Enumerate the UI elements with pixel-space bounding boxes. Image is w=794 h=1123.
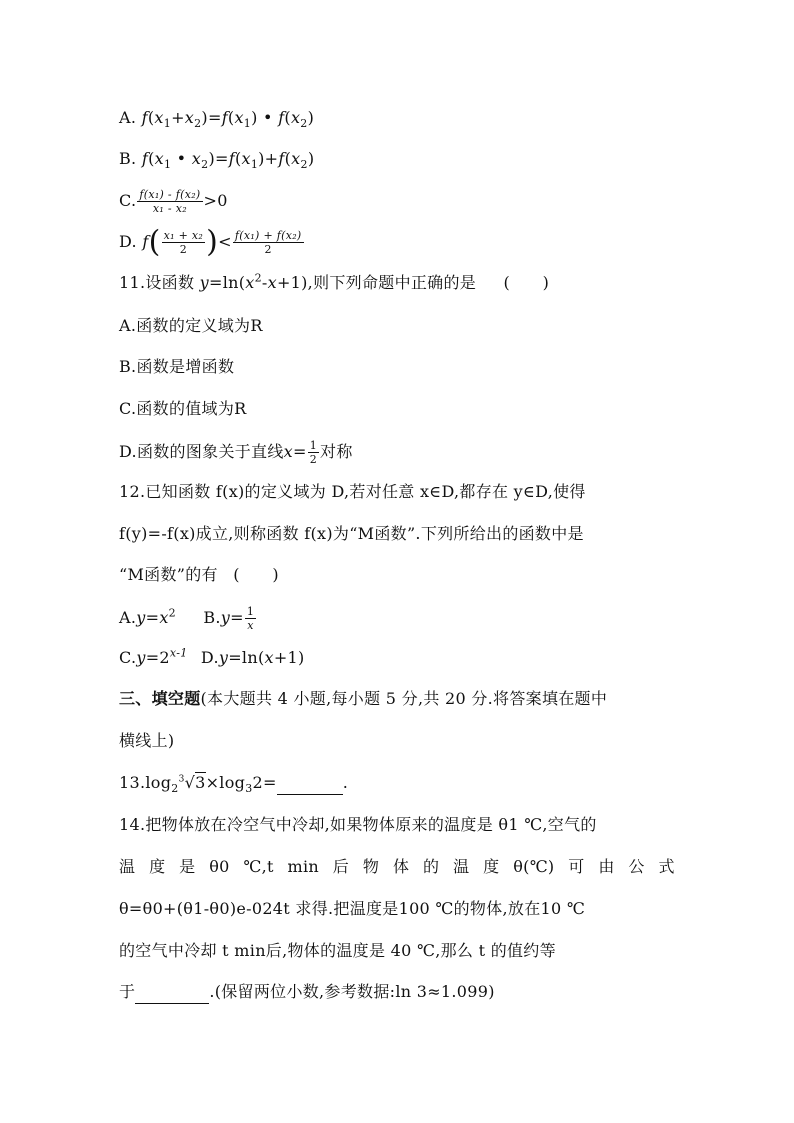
q12-options-cd [119, 647, 305, 669]
q14-line4: 的空气中冷却 t min后,物体的温度是 40 ℃,那么 t 的值约等 [119, 941, 556, 960]
q10-option-b: B. $f(x_1$ • $x_2)=f(x_1)+f(x_2)$ [119, 149, 315, 172]
q12-option-a: $A.y=x^2$ [119, 606, 176, 627]
answer-blank[interactable] [135, 981, 209, 1004]
q12-options-ab [119, 605, 257, 632]
fraction: $\frac{1}{2}$ [309, 439, 318, 466]
q14-line2-word: 体 [392, 857, 410, 876]
q11-option-d: D.函数的图象关于直线x= $\frac{1}{2}$ 对称 [119, 439, 353, 466]
q11-option-b: B.函数是增函数 [119, 357, 235, 376]
answer-blank[interactable] [277, 772, 343, 795]
q12-option-c: $C.y=2^{x-1}$ [119, 646, 188, 667]
option-label: D. [119, 232, 137, 251]
q12-option-b: B.y= $\frac{1}{x}$ [203, 605, 255, 632]
q14-line2-word: ℃,t [243, 857, 274, 876]
section-description: (本大题共 4 小题,每小题 5 分,共 20 分.将答案填在题中 [200, 689, 608, 708]
q14-line2-word: 可 [568, 857, 585, 876]
q10-option-a: A. $f(x_1+x_2)=f(x_1)$ • $f(x_2)$ [119, 108, 315, 131]
answer-paren: ( ) [503, 273, 550, 292]
q14-line2-word: 温 [453, 857, 470, 876]
section-heading [119, 688, 607, 710]
fraction: $\frac{\text{x₁ + x₂}}{2}$ [163, 229, 204, 256]
fraction: $\frac{\text{f(x₁) + f(x₂)}}{2}$ [234, 229, 302, 256]
q14-line2-word: 由 [598, 857, 615, 876]
q10-option-c: C. $\frac{\text{f(x₁) - f(x₂)}}{\text{x₁ - x₂}}$ >0 [119, 188, 228, 215]
option-label: B. [119, 149, 137, 168]
option-label: C. [119, 191, 137, 210]
q13: $13.\log_2^3√3\times\log_32=$ . [119, 773, 349, 796]
q14-line1: 14.把物体放在冷空气中冷却,如果物体原来的温度是 θ1 ℃,空气的 [119, 815, 597, 834]
fraction: $\frac{\text{f(x₁) - f(x₂)}}{\text{x₁ - x₂}}$ [139, 188, 201, 215]
answer-paren: ( ) [233, 565, 279, 584]
q14-line2-word: 式 [658, 857, 675, 876]
q14-line2-word: 度 [483, 857, 500, 876]
q12-stem-line2: f(y)=-f(x)成立,则称函数 f(x)为“M函数”.下列所给出的函数中是 [119, 524, 584, 543]
q11-option-c: C.函数的值域为R [119, 399, 247, 418]
q14-line2-word: 温 [119, 857, 136, 876]
q14-line2-word: θ(℃) [513, 857, 555, 876]
q12-stem-line3: “M函数”的有 ( ) [119, 565, 279, 584]
q12-stem-line1: 12.已知函数 f(x)的定义域为 D,若对任意 x∈D,都存在 y∈D,使得 [119, 482, 586, 501]
q14-line2-word: 物 [362, 857, 380, 876]
q14-line2-word: min [287, 857, 320, 876]
q11-option-a: A.函数的定义域为R [119, 316, 263, 335]
q11-stem: 11.设函数 $y=\ln(x^2-x+1)$,则下列命题中正确的是 ( ) [119, 271, 550, 292]
q14-line2-word: 度 [149, 857, 166, 876]
q14-line2-word: 的 [423, 857, 440, 876]
q14-line5: 于 .(保留两位小数,参考数据:ln 3≈1.099) [119, 981, 495, 1004]
fraction: $\frac{1}{x}$ [246, 605, 255, 632]
section-description-line2: 横线上) [119, 731, 175, 750]
section-title: 三、填空题 [119, 689, 201, 708]
q14-line2-word: θ0 [209, 857, 230, 876]
q14-line2-word: 公 [628, 857, 645, 876]
q10-option-d: D. f( $\frac{\text{x₁ + x₂}}{2}$ )< $\frac{\text{f(x₁) + f(x₂)}}{2}$ [119, 224, 302, 260]
option-label: A. [119, 108, 137, 127]
q14-line2 [119, 856, 675, 878]
q14-line2-word: 后 [332, 857, 350, 876]
q12-option-d: D.y=ln(x+1) [200, 648, 305, 667]
q14-line2-word: 是 [179, 857, 196, 876]
q14-line3: θ=θ0+(θ1-θ0)e-024t 求得.把温度是100 ℃的物体,放在10 ℃ [119, 899, 586, 918]
